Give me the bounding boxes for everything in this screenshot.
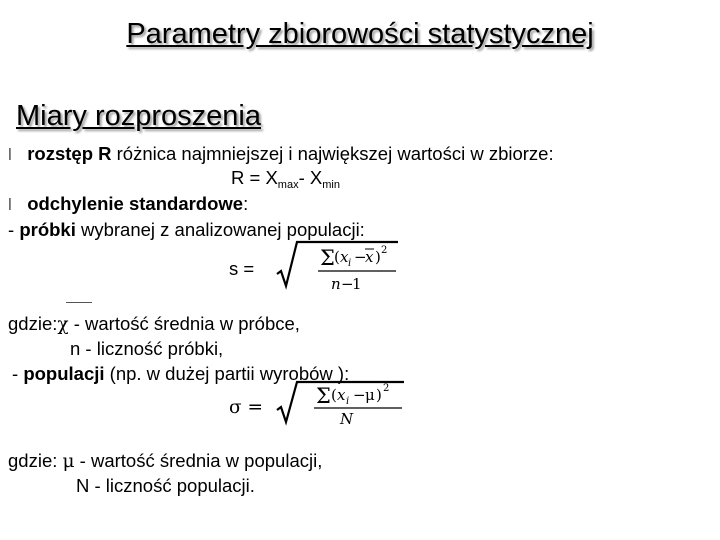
population-description: (np. w dużej partii wyrobów ): xyxy=(104,363,350,384)
bullet-icon: l xyxy=(8,195,12,214)
sample-formula xyxy=(270,238,405,296)
num-i: i xyxy=(348,258,352,269)
range-term: rozstęp R xyxy=(27,143,112,164)
stdev-line xyxy=(8,193,248,215)
sample-formula-label: s = xyxy=(229,258,255,279)
population-formula-label: σ = xyxy=(229,397,264,418)
population-formula xyxy=(270,378,410,428)
num-xbar: x xyxy=(365,248,374,266)
stdev-term: odchylenie standardowe xyxy=(27,193,244,214)
sum-symbol: Σ xyxy=(320,246,335,270)
den-n: n xyxy=(331,275,341,293)
num-x: x xyxy=(340,248,349,266)
sample-prefix: - xyxy=(8,219,20,240)
population-prefix: - xyxy=(12,363,24,384)
range-formula-min: min xyxy=(322,179,340,191)
paren-left: ( xyxy=(331,386,337,404)
range-formula-max: max xyxy=(277,179,299,191)
section-heading: Miary rozproszenia xyxy=(16,100,261,132)
range-formula-mid: - X xyxy=(298,167,323,188)
xbar-description: - wartość średnia w próbce, xyxy=(68,313,300,334)
range-description: różnica najmniejszej i największej wartości w zbiorze: xyxy=(111,143,554,164)
sum-symbol: Σ xyxy=(316,384,331,408)
bullet-icon: l xyxy=(8,145,12,164)
xbar-overline xyxy=(66,302,92,303)
page-title: Parametry zbiorowości statystycznej xyxy=(126,18,594,50)
paren-right: ) xyxy=(375,248,381,266)
num-minus: − xyxy=(353,386,366,404)
mu-symbol: μ xyxy=(62,451,75,472)
sample-where-line xyxy=(8,313,300,335)
paren-left: ( xyxy=(334,248,340,266)
sample-n-line: n - liczność próbki, xyxy=(70,338,224,359)
num-power: 2 xyxy=(381,245,388,256)
population-where-line xyxy=(8,450,322,472)
population-n-line: N - liczność populacji. xyxy=(76,475,255,496)
sample-description: wybranej z analizowanej populacji: xyxy=(75,219,365,240)
num-mu: μ xyxy=(365,386,375,404)
where-label: gdzie: xyxy=(8,450,63,471)
num-minus: − xyxy=(354,248,367,266)
mu-description: - wartość średnia w populacji, xyxy=(74,450,323,471)
paren-right: ) xyxy=(376,386,382,404)
den-one: 1 xyxy=(352,275,362,293)
num-x: x xyxy=(337,386,346,404)
den-N: N xyxy=(340,410,354,428)
where-label: gdzie: xyxy=(8,313,58,334)
sample-term: próbki xyxy=(19,219,76,240)
stdev-suffix: : xyxy=(243,193,249,214)
population-term: populacji xyxy=(23,363,105,384)
range-formula-lhs: R = X xyxy=(231,167,278,188)
num-power: 2 xyxy=(383,383,390,394)
range-formula xyxy=(231,167,340,191)
xbar-symbol: χ xyxy=(57,314,69,335)
range-line xyxy=(8,143,554,165)
den-minus: − xyxy=(341,275,354,293)
num-i: i xyxy=(346,396,350,407)
